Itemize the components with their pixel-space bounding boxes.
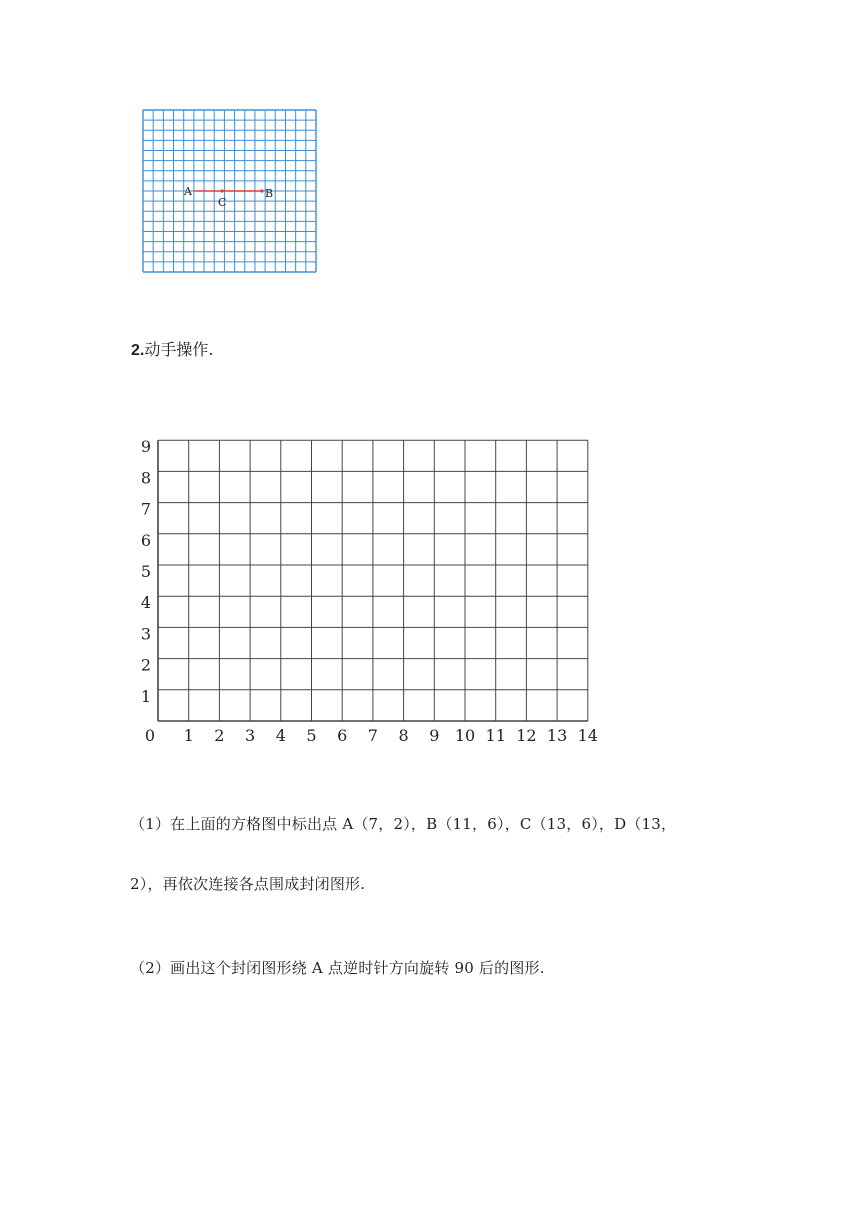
- instruction-2: （2）画出这个封闭图形绕 A 点逆时针方向旋转 90 后的图形.: [130, 959, 545, 977]
- x-tick-label: 5: [306, 726, 317, 745]
- x-tick-label: 2: [214, 726, 225, 745]
- coordinate-grid: [130, 425, 610, 755]
- question-number: 2.: [131, 342, 145, 359]
- y-tick-label: 7: [140, 499, 152, 519]
- point-b-dot: [260, 189, 263, 192]
- question-title-text: 动手操作.: [144, 340, 214, 359]
- x-tick-label: 1: [183, 726, 194, 745]
- y-tick-label: 2: [140, 655, 152, 675]
- y-tick-label: 9: [140, 437, 152, 457]
- x-tick-label: 11: [485, 726, 506, 745]
- x-tick-label: 14: [577, 726, 598, 745]
- instruction-1-line-2: 2），再依次连接各点围成封闭图形.: [130, 875, 366, 893]
- instruction-1-line-1: （1）在上面的方格图中标出点 A（7，2），B（11，6），C（13，6），D（13，: [130, 815, 677, 833]
- point-c-dot: [220, 189, 223, 192]
- x-tick-label: 13: [546, 726, 568, 745]
- x-tick-label: 10: [454, 726, 476, 745]
- y-tick-label: 4: [140, 593, 152, 613]
- coordinate-grid-lines: [158, 440, 588, 721]
- x-tick-label: 3: [245, 726, 256, 745]
- x-tick-label: 0: [144, 726, 156, 745]
- x-axis-labels: [145, 726, 598, 745]
- x-tick-label: 12: [516, 726, 537, 745]
- y-tick-label: 6: [140, 530, 152, 550]
- y-tick-label: 8: [140, 468, 152, 488]
- y-tick-label: 5: [140, 562, 152, 581]
- blue-grid-figure: [141, 108, 321, 276]
- y-axis-labels: [141, 437, 151, 706]
- label-a: A: [184, 185, 192, 198]
- y-tick-label: 3: [140, 624, 152, 644]
- y-tick-label: 1: [140, 686, 152, 706]
- x-tick-label: 6: [337, 726, 348, 745]
- label-b: B: [265, 187, 274, 200]
- x-tick-label: 8: [398, 726, 409, 745]
- x-tick-label: 7: [367, 726, 378, 745]
- label-c: C: [218, 196, 227, 209]
- question-2-title: [131, 337, 213, 360]
- x-tick-label: 4: [275, 726, 286, 745]
- x-tick-label: 9: [429, 726, 440, 745]
